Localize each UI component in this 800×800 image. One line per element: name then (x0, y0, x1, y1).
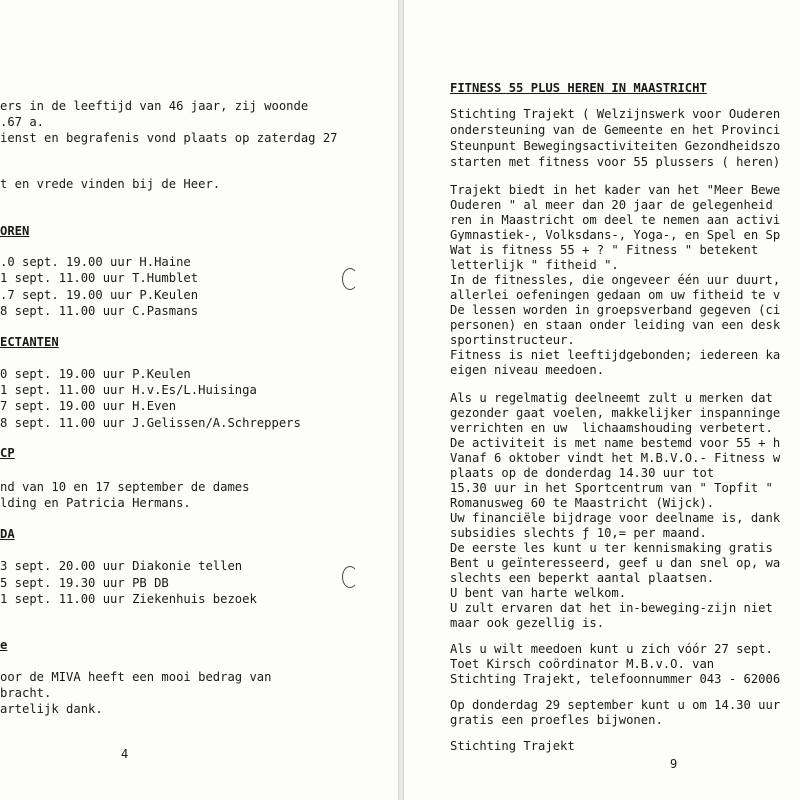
schedule-line: 0 sept. 19.00 uur P.Keulen (0, 367, 191, 381)
article-title: FITNESS 55 PLUS HEREN IN MAASTRICHT (450, 81, 707, 95)
schedule-line: 1 sept. 11.00 uur H.v.Es/L.Huisinga (0, 383, 257, 397)
text-line: gezonder gaat voelen, makkelijker inspanninge (450, 406, 781, 420)
text-line: Trajekt biedt in het kader van het "Meer Bewe (450, 183, 781, 197)
text-line: ren in Maastricht om deel te nemen aan activi (450, 213, 781, 227)
schedule-line: 8 sept. 11.00 uur C.Pasmans (0, 304, 199, 318)
section-heading: OREN (0, 224, 30, 238)
section-heading: CP (0, 446, 15, 460)
text-line: Romanusweg 60 te Maastricht (Wijck). (450, 496, 715, 510)
signature-line: Stichting Trajekt (450, 739, 575, 753)
text-line: starten met fitness voor 55 plussers ( heren) (450, 155, 781, 169)
text-line: plaats op de donderdag 14.30 uur tot (450, 466, 715, 480)
text-line: Op donderdag 29 september kunt u om 14.30 uur (450, 698, 781, 712)
text-line: maar ook gezellig is. (450, 616, 605, 630)
text-line: slechts een beperkt aantal plaatsen. (450, 571, 715, 585)
text-line: U zult ervaren dat het in-beweging-zijn niet (450, 601, 773, 615)
text-line: Toet Kirsch coördinator M.B.v.O. van (450, 657, 715, 671)
text-line: Bent u geïnteresseerd, geef u dan snel op, wa (450, 556, 781, 570)
text-line: personen) en staan onder leiding van een desk (450, 318, 781, 332)
schedule-line: 1 sept. 11.00 uur T.Humblet (0, 271, 199, 285)
left-page (0, 0, 398, 800)
text-line: t en vrede vinden bij de Heer. (0, 177, 221, 191)
text-line: gratis een proefles bijwonen. (450, 713, 663, 727)
text-line: Stichting Trajekt, telefoonnummer 043 - 62006 (450, 672, 781, 686)
text-line: Uw financiële bijdrage voor deelname is, dank (450, 511, 781, 525)
text-line: letterlijk " fitheid ". (450, 258, 619, 272)
text-line: lding en Patricia Hermans. (0, 496, 191, 510)
text-line: Steunpunt Bewegingsactiviteiten Gezondheidszo (450, 139, 781, 153)
text-line: nd van 10 en 17 september de dames (0, 480, 250, 494)
section-heading: DA (0, 527, 15, 541)
text-line: Gymnastiek-, Volksdans-, Yoga-, en Spel en Sp (450, 228, 781, 242)
text-line: ienst en begrafenis vond plaats op zaterdag 27 (0, 131, 338, 145)
schedule-line: 1 sept. 11.00 uur Ziekenhuis bezoek (0, 592, 257, 606)
text-line: Als u wilt meedoen kunt u zich vóór 27 sept. (450, 642, 773, 656)
text-line: U bent van harte welkom. (450, 586, 627, 600)
section-heading: e (0, 638, 8, 652)
page-number: 4 (121, 747, 129, 761)
schedule-line: .0 sept. 19.00 uur H.Haine (0, 255, 191, 269)
schedule-line: .7 sept. 19.00 uur P.Keulen (0, 288, 199, 302)
schedule-line: 7 sept. 19.00 uur H.Even (0, 399, 177, 413)
text-line: oor de MIVA heeft een mooi bedrag van (0, 670, 272, 684)
schedule-line: 5 sept. 19.30 uur PB DB (0, 576, 169, 590)
text-line: .67 a. (0, 115, 45, 129)
right-page (404, 0, 800, 800)
text-line: De lessen worden in groepsverband gegeven (ci (450, 303, 781, 317)
text-line: De eerste les kunt u ter kennismaking gratis (450, 541, 773, 555)
text-line: Ouderen " al meer dan 20 jaar de gelegenheid (450, 198, 773, 212)
page-number: 9 (670, 757, 678, 771)
text-line: ers in de leeftijd van 46 jaar, zij woonde (0, 99, 309, 113)
text-line: Fitness is niet leeftijdgebonden; iedereen ka (450, 348, 781, 362)
text-line: Als u regelmatig deelneemt zult u merken dat (450, 391, 773, 405)
text-line: De activiteit is met name bestemd voor 55 + h (450, 436, 781, 450)
text-line: Vanaf 6 oktober vindt het M.B.V.O.- Fitness w (450, 451, 781, 465)
text-line: allerlei oefeningen gedaan om uw fitheid te v (450, 288, 781, 302)
text-line: sportinstructeur. (450, 333, 575, 347)
text-line: ondersteuning van de Gemeente en het Provinci (450, 123, 781, 137)
schedule-line: 8 sept. 11.00 uur J.Gelissen/A.Schreppers (0, 416, 301, 430)
punch-hole (342, 566, 358, 588)
text-line: bracht. (0, 686, 52, 700)
text-line: Stichting Trajekt ( Welzijnswerk voor Ouderen (450, 107, 781, 121)
text-line: eigen niveau meedoen. (450, 363, 605, 377)
punch-hole (342, 268, 358, 290)
text-line: Wat is fitness 55 + ? " Fitness " betekent (450, 243, 759, 257)
text-line: In de fitnessles, die ongeveer één uur duurt, (450, 273, 781, 287)
section-heading: ECTANTEN (0, 335, 59, 349)
text-line: 15.30 uur in het Sportcentrum van " Topfit " (450, 481, 773, 495)
text-line: artelijk dank. (0, 702, 103, 716)
text-line: verrichten en uw lichaamshouding verbetert. (450, 421, 773, 435)
text-line: subsidies slechts ƒ 10,= per maand. (450, 526, 707, 540)
schedule-line: 3 sept. 20.00 uur Diakonie tellen (0, 559, 243, 573)
